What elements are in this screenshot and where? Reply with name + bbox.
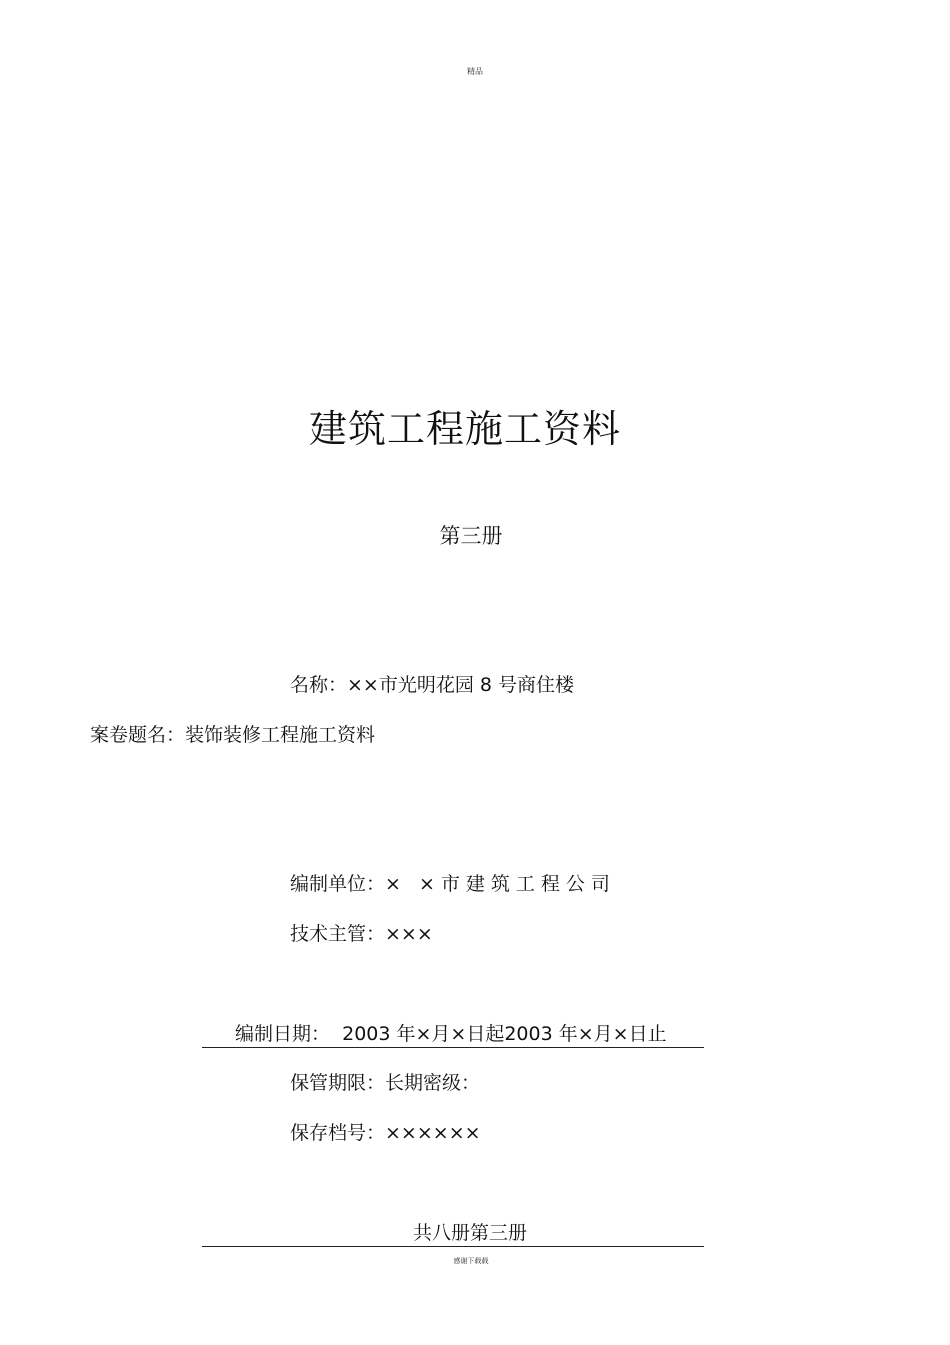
retention-value: 长期密级：	[385, 1072, 481, 1094]
archive-number-value: ××××××	[385, 1122, 481, 1144]
compile-date-row	[235, 1019, 667, 1046]
compile-date-label: 编制日期：	[235, 1023, 331, 1045]
footer-rule	[202, 1246, 704, 1247]
volume-total: 共八册第三册	[412, 1222, 527, 1244]
project-name-label: 名称：	[290, 674, 348, 696]
file-title-label: 案卷题名：	[90, 724, 186, 746]
volume-number: 第三册	[439, 524, 503, 548]
compile-date-value: 2003 年×月×日起2003 年×月×日止	[342, 1023, 667, 1045]
compiler-value: × ×市建筑工程公司	[385, 873, 616, 895]
file-title-value: 装饰装修工程施工资料	[185, 724, 376, 746]
header-watermark: 精品	[467, 67, 483, 76]
project-name-value: ××市光明花园 8 号商住楼	[347, 674, 575, 696]
document-title: 建筑工程施工资料	[308, 407, 621, 451]
project-name-row	[290, 670, 574, 697]
tech-lead-row	[290, 919, 433, 946]
compiler-row	[290, 869, 616, 896]
file-title-row	[90, 720, 375, 747]
compiler-label: 编制单位：	[290, 873, 386, 895]
retention-row	[290, 1068, 480, 1095]
tech-lead-label: 技术主管：	[290, 923, 386, 945]
footer-watermark: 感谢下载载	[453, 1257, 489, 1265]
date-underline	[202, 1047, 704, 1048]
retention-label: 保管期限：	[290, 1072, 386, 1094]
tech-lead-value: ×××	[385, 923, 433, 945]
archive-number-label: 保存档号：	[290, 1122, 386, 1144]
archive-number-row	[290, 1118, 481, 1145]
